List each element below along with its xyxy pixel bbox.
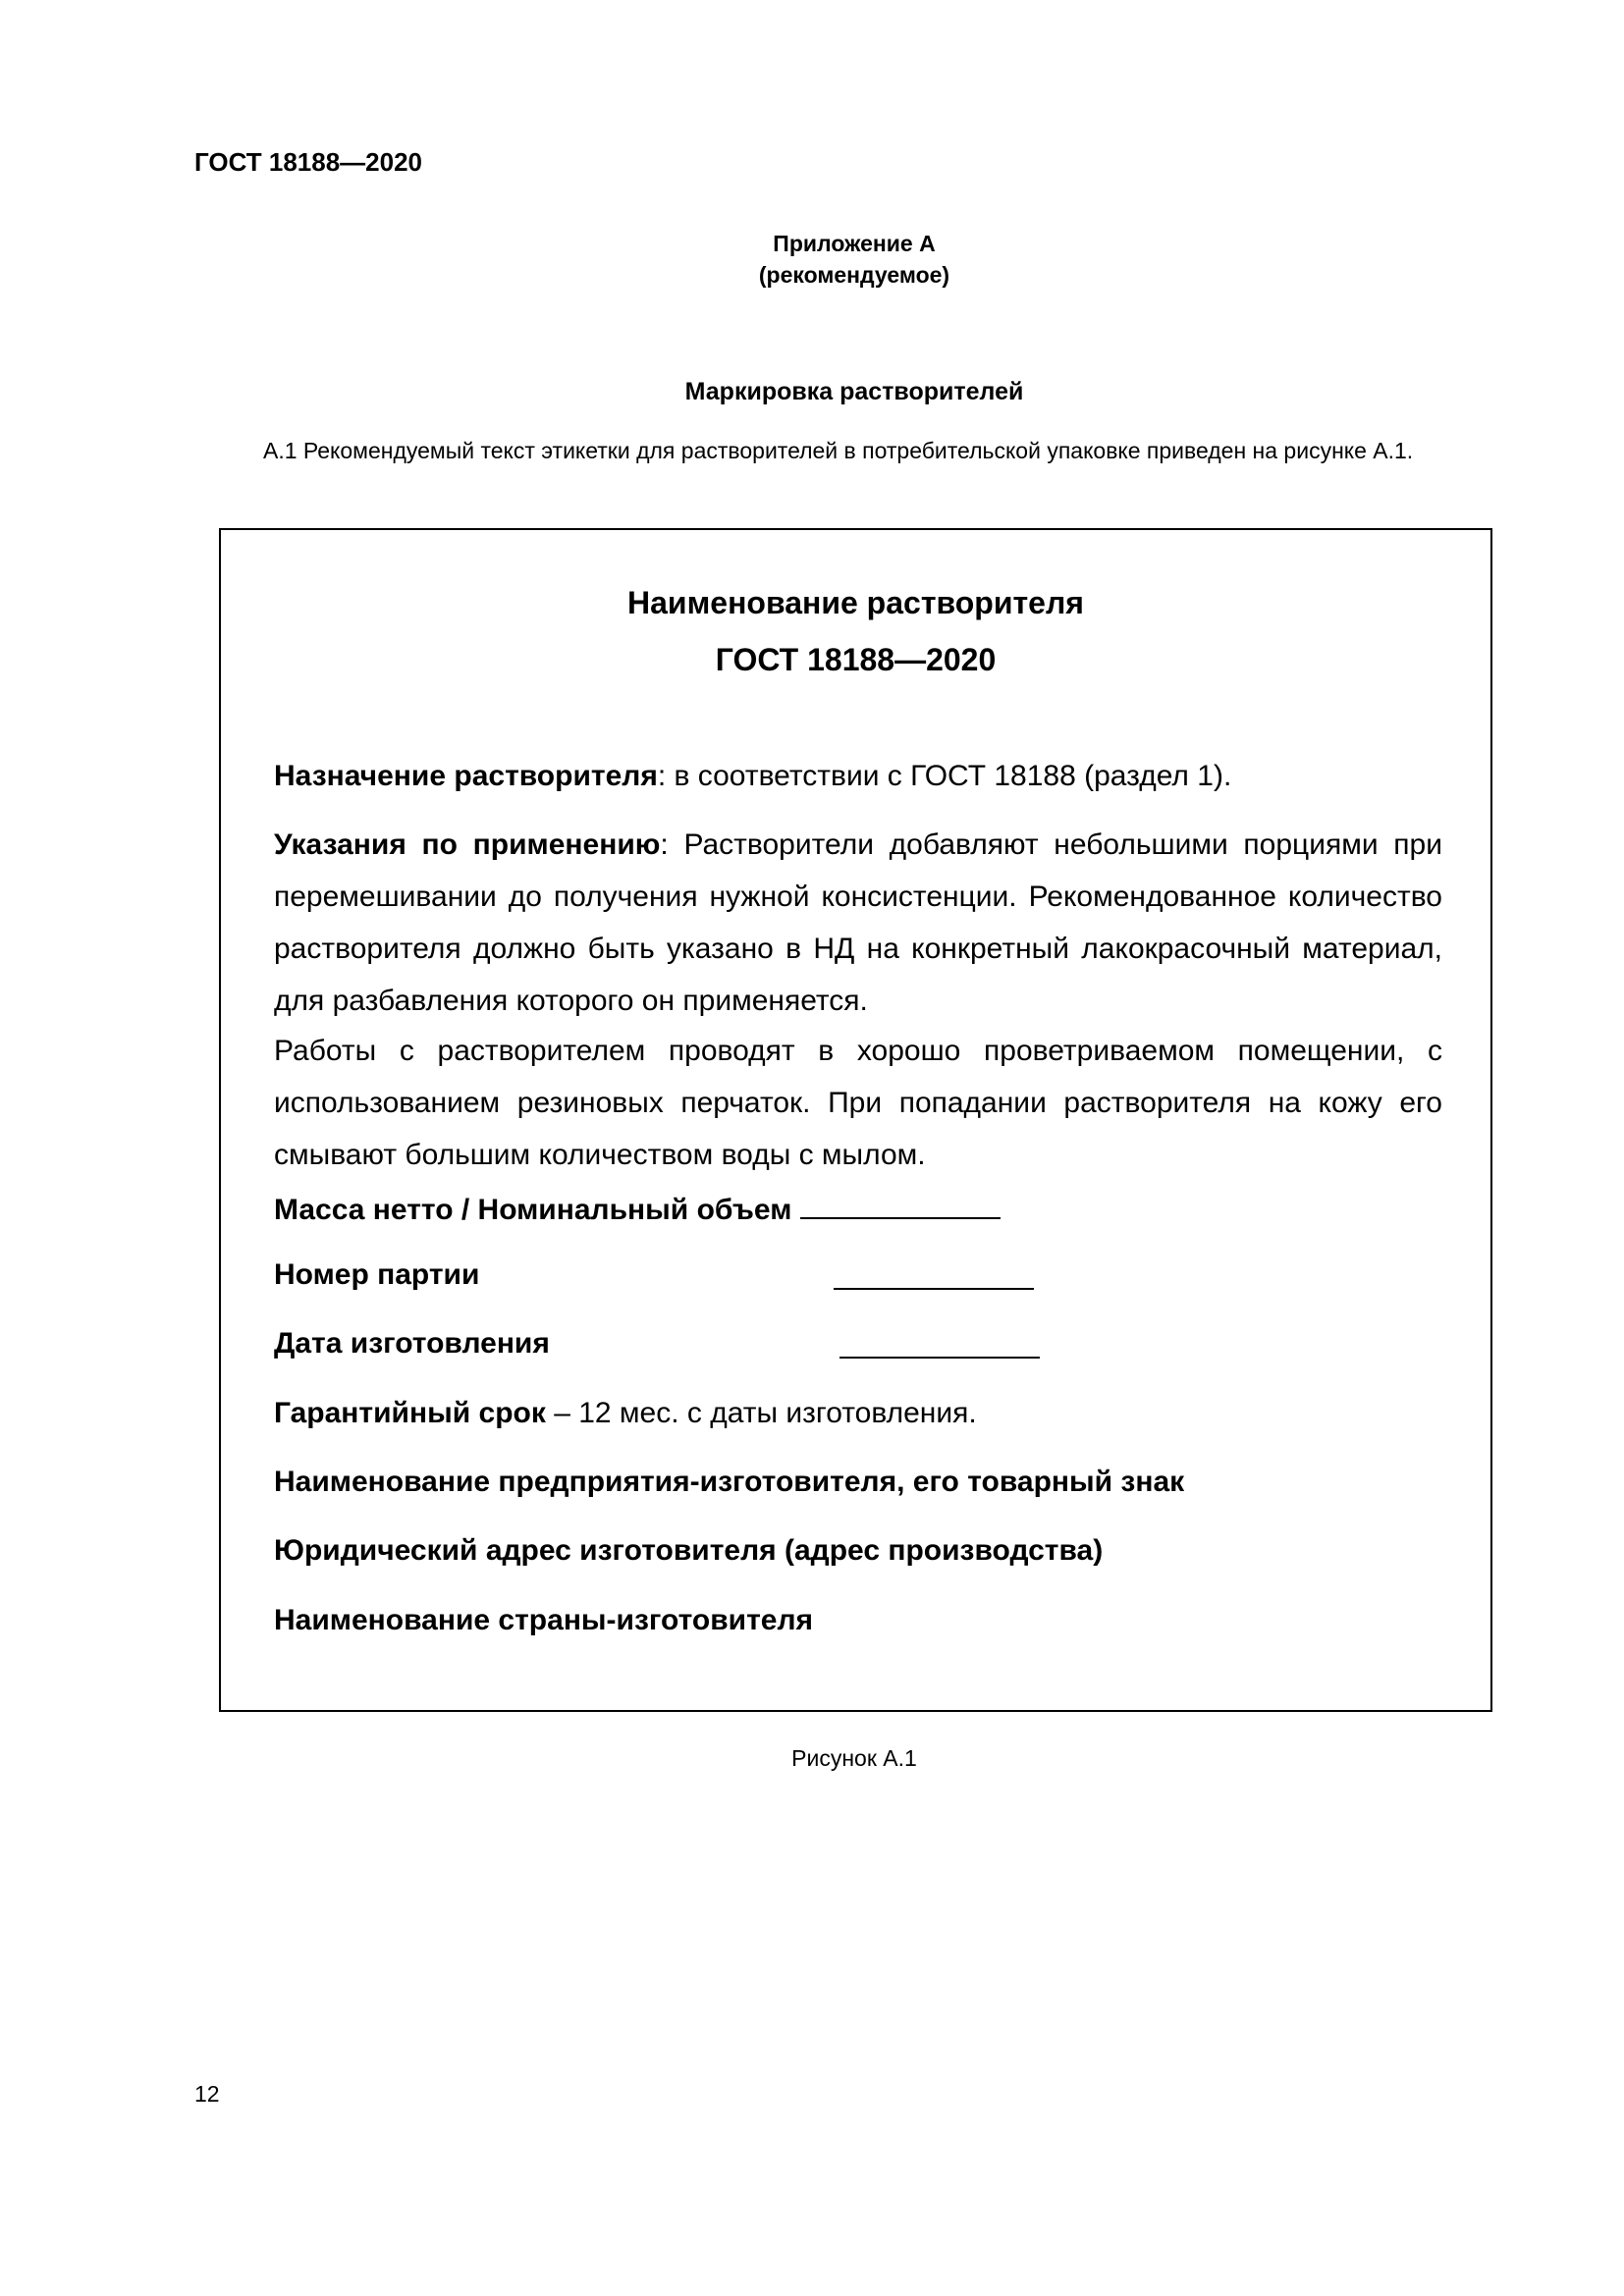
standard-header: ГОСТ 18188—2020 [194,147,422,177]
address-line [274,1534,1103,1568]
figure-caption: Рисунок А.1 [791,1745,917,1771]
country-line [274,1604,813,1637]
safety-paragraph: Работы с растворителем проводят в хорошо проветриваемом помещении, с использованием резиновых перчаток. При попадании растворителя на кожу его смывают большим количеством воды с мылом. [274,1035,1442,1171]
section-title: Маркировка растворителей [684,378,1024,405]
label-standard: ГОСТ 18188—2020 [715,642,997,677]
batch-label: Номер партии [274,1258,480,1291]
warranty-label: Гарантийный срок [274,1397,546,1429]
page-number: 12 [194,2081,220,2107]
usage-paragraph [274,819,1442,1027]
net-mass-line [274,1190,1001,1227]
usage-text: : Растворители добавляют небольшими порциями при перемешивании до получения нужной консистенции. Рекомендованное количество растворителя должно быть указано в НД на конкретный лакокрасочный материал, для разбавления которого он применяется. [274,828,1442,1017]
manufacturer-label: Наименование предприятия-изготовителя, его товарный знак [274,1466,1185,1498]
label-product-name: Наименование растворителя [627,585,1084,620]
net-mass-label: Масса нетто / Номинальный объем [274,1194,792,1226]
address-label: Юридический адрес изготовителя (адрес производства) [274,1534,1104,1567]
intro-paragraph: А.1 Рекомендуемый текст этикетки для растворителей в потребительской упаковке приведен на рисунке А.1. [263,438,1414,463]
purpose-text: : в соответствии с ГОСТ 18188 (раздел 1). [657,760,1232,792]
appendix-title: Приложение А [773,231,936,256]
manufacturer-line [274,1466,1184,1499]
date-label: Дата изготовления [274,1327,550,1360]
usage-label: Указания по применению [274,828,661,861]
date-blank[interactable] [839,1357,1040,1359]
country-label: Наименование страны-изготовителя [274,1604,814,1636]
batch-line [274,1258,479,1292]
label-frame [219,528,1492,1712]
purpose-line [274,750,1442,802]
batch-blank[interactable] [834,1288,1034,1290]
appendix-status: (рекомендуемое) [758,262,950,288]
warranty-line [274,1397,977,1430]
warranty-text: – 12 мес. с даты изготовления. [545,1397,977,1429]
net-mass-blank[interactable] [800,1190,1001,1219]
purpose-label: Назначение растворителя [274,760,658,792]
date-line [274,1327,550,1361]
